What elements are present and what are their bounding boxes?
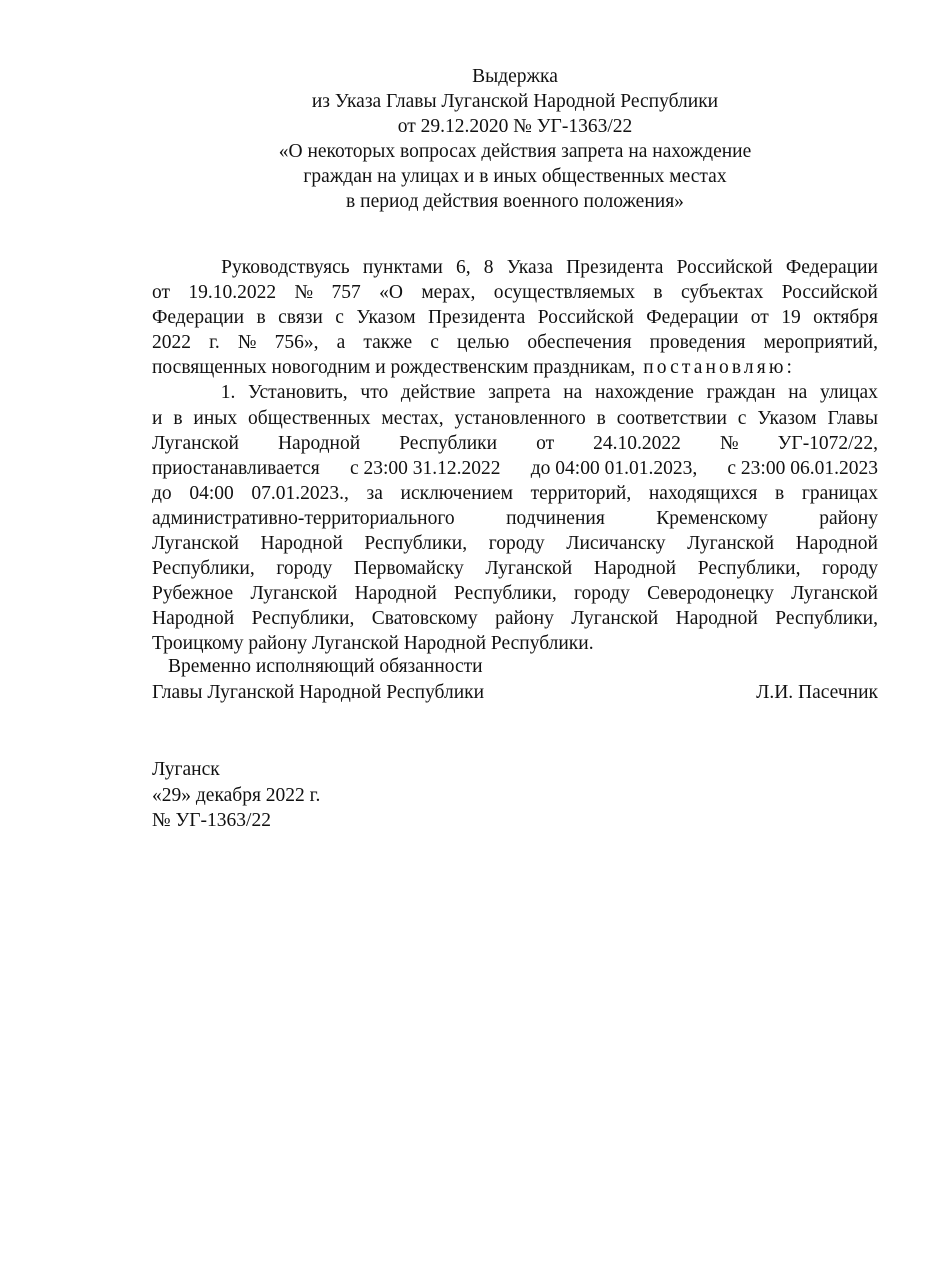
preamble-line-2-word-6: мерах, bbox=[421, 282, 476, 304]
preamble-line-3-word-9: от bbox=[750, 307, 769, 329]
signature-role-line-1: Временно исполняющий обязанности bbox=[168, 656, 483, 677]
preamble-line-1-word-4: 8 bbox=[483, 257, 494, 278]
item1-line-7-word-4: городу bbox=[488, 533, 545, 555]
item1-line-4-word-3: до 04:00 01.01.2023, bbox=[530, 457, 698, 479]
preamble-line-3-word-8: Федерации bbox=[646, 307, 739, 329]
preamble-line-3-word-4: с bbox=[335, 307, 344, 329]
item1-line-10 bbox=[152, 606, 878, 631]
preamble-line-5 bbox=[152, 355, 878, 380]
item1-line-4-word-2: с 23:00 31.12.2022 bbox=[349, 457, 501, 479]
preamble-line-3-word-10: 19 bbox=[781, 307, 801, 329]
preamble-line-3-word-11: октября bbox=[813, 307, 878, 329]
preamble-line-2-word-9: субъектах bbox=[680, 282, 764, 304]
signatory-name: Л.И. Пасечник bbox=[756, 681, 878, 703]
item1-line-1-word-2: Установить, bbox=[248, 382, 348, 404]
item1-line-6 bbox=[152, 506, 878, 531]
preamble-line-1-word-5: Указа bbox=[506, 257, 553, 278]
item1-line-7-word-2: Народной bbox=[260, 533, 343, 555]
preamble-line-1-word-1: Руководствуясь bbox=[221, 257, 350, 278]
item1-line-8-word-2: городу bbox=[276, 558, 333, 580]
item1-line-7-word-3: Республики, bbox=[364, 533, 468, 555]
item1-line-1-word-7: нахождение bbox=[594, 382, 694, 404]
signature-role-line-2: Главы Луганской Народной Республики bbox=[152, 681, 485, 703]
preamble-line-2-word-5: «О bbox=[379, 282, 403, 304]
preamble-line-1-word-2: пунктами bbox=[362, 257, 443, 278]
item1-line-8-word-4: Луганской bbox=[485, 558, 573, 580]
preamble-line-3-word-6: Президента bbox=[428, 307, 526, 329]
emphasis-postanovlyayu: постановляю: bbox=[635, 357, 796, 379]
preamble-line-2-word-1: от bbox=[152, 282, 171, 304]
header-line-4: «О некоторых вопросах действия запрета на нахождение bbox=[278, 141, 752, 162]
item1-line-8 bbox=[152, 556, 878, 581]
header-line-2: из Указа Главы Луганской Народной Республики bbox=[311, 91, 719, 112]
item1-line-3-word-2: Народной bbox=[277, 432, 361, 454]
preamble-line-3-word-5: Указом bbox=[356, 307, 416, 329]
preamble-line-4-word-3: № bbox=[237, 332, 257, 354]
item1-line-1-word-5: запрета bbox=[488, 382, 551, 404]
preamble-line-2-word-3: № bbox=[294, 282, 314, 304]
preamble-line-4-word-5: а bbox=[336, 332, 346, 354]
header-line-1: Выдержка bbox=[472, 66, 558, 87]
item1-line-10-word-6: Народной bbox=[675, 608, 758, 630]
item1-line-5-word-6: территорий, bbox=[530, 482, 632, 504]
item1-line-8-word-3: Первомайску bbox=[353, 558, 464, 580]
item1-line-10-word-2: Республики, bbox=[251, 608, 355, 630]
preamble-line-3-word-7: Российской bbox=[537, 307, 634, 329]
signature-row bbox=[152, 680, 878, 706]
item1-line-5-word-4: за bbox=[366, 482, 383, 504]
preamble-line-2-word-10: Российской bbox=[781, 282, 878, 304]
item1-line-6-word-2: подчинения bbox=[506, 507, 605, 529]
item1-line-3-word-6: № bbox=[719, 432, 739, 454]
item1-line-4-word-1: приостанавливается bbox=[152, 457, 320, 479]
preamble-line-4-word-11: мероприятий, bbox=[763, 332, 878, 354]
item1-line-5-word-1: до bbox=[152, 482, 172, 504]
item1-line-8-word-7: городу bbox=[822, 558, 878, 580]
item1-line-10-word-7: Республики, bbox=[775, 608, 878, 630]
item1-line-5-word-9: границах bbox=[801, 482, 878, 504]
preamble-line-4 bbox=[152, 330, 878, 355]
item1-line-8-word-5: Народной bbox=[593, 558, 677, 580]
item1-line-7-word-1: Луганской bbox=[152, 533, 239, 555]
item1-line-9-word-2: Луганской bbox=[250, 583, 338, 605]
preamble-line-3-word-3: связи bbox=[278, 307, 323, 329]
item1-line-9-word-3: Народной bbox=[354, 583, 437, 605]
item1-line-11-text: Троицкому району Луганской Народной Республики. bbox=[152, 633, 594, 655]
item1-line-2-text: и в иных общественных местах, установленного в соответствии с Указом Главы bbox=[152, 407, 878, 429]
item1-line-10-word-5: Луганской bbox=[571, 608, 659, 630]
item1-line-1-word-9: на bbox=[788, 382, 808, 404]
footer-place: Луганск bbox=[152, 759, 220, 780]
header-line-6: в период действия военного положения» bbox=[346, 191, 684, 212]
footer-date: «29» декабря 2022 г. bbox=[152, 784, 321, 806]
footer-block bbox=[152, 757, 652, 834]
preamble-line-4-word-4: 756», bbox=[274, 332, 319, 354]
item1-line-1-word-3: что bbox=[360, 382, 389, 404]
item1-line-7-word-6: Луганской bbox=[687, 533, 775, 555]
footer-number: № УГ-1363/22 bbox=[152, 810, 271, 831]
item1-line-5-word-7: находящихся bbox=[648, 482, 758, 504]
paragraph-item-1 bbox=[152, 380, 878, 656]
item1-line-7 bbox=[152, 531, 878, 556]
item1-line-5-word-2: 04:00 bbox=[189, 482, 234, 504]
item1-line-1-word-1: 1. bbox=[220, 382, 236, 404]
item1-line-9-word-5: городу bbox=[573, 583, 630, 605]
preamble-line-4-word-7: с bbox=[430, 332, 439, 354]
item1-line-11 bbox=[152, 631, 878, 656]
item1-line-1-word-10: улицах bbox=[820, 382, 878, 404]
item1-line-9-word-1: Рубежное bbox=[152, 583, 234, 605]
item1-line-1 bbox=[152, 380, 878, 405]
preamble-line-4-word-2: г. bbox=[209, 332, 220, 354]
preamble-line-4-word-8: целью bbox=[457, 332, 510, 354]
item1-line-6-word-1: административно-территориального bbox=[152, 507, 455, 529]
item1-line-4 bbox=[152, 456, 878, 481]
item1-line-1-word-6: на bbox=[563, 382, 583, 404]
document-header bbox=[152, 64, 878, 214]
item1-line-5 bbox=[152, 481, 878, 506]
preamble-line-4-word-1: 2022 bbox=[152, 332, 191, 354]
preamble-line-2-word-2: 19.10.2022 bbox=[188, 282, 277, 304]
item1-line-3-word-1: Луганской bbox=[152, 432, 239, 454]
preamble-line-2-word-7: осуществляемых bbox=[493, 282, 635, 304]
item1-line-5-word-5: исключением bbox=[400, 482, 513, 504]
signature-block bbox=[152, 654, 878, 705]
preamble-line-1-word-8: Федерации bbox=[785, 257, 878, 278]
preamble-line-1 bbox=[152, 255, 878, 280]
item1-line-2 bbox=[152, 406, 878, 431]
item1-line-3-word-5: 24.10.2022 bbox=[593, 432, 681, 454]
item1-line-3-word-3: Республики bbox=[399, 432, 498, 454]
document-body bbox=[152, 255, 878, 657]
preamble-line-2-word-8: в bbox=[653, 282, 663, 304]
item1-line-5-word-3: 07.01.2023., bbox=[251, 482, 349, 504]
preamble-line-2 bbox=[152, 280, 878, 305]
preamble-line-3-word-2: в bbox=[256, 307, 266, 329]
item1-line-9-word-4: Республики, bbox=[454, 583, 557, 605]
item1-line-9 bbox=[152, 581, 878, 606]
preamble-line-3-word-1: Федерации bbox=[152, 307, 245, 329]
item1-line-9-word-7: Луганской bbox=[791, 583, 878, 605]
item1-line-1-word-8: граждан bbox=[706, 382, 776, 404]
item1-line-10-word-3: Сватовскому bbox=[371, 608, 478, 630]
paragraph-preamble bbox=[152, 255, 878, 380]
preamble-line-1-word-7: Российской bbox=[676, 257, 773, 278]
item1-line-8-word-6: Республики, bbox=[697, 558, 801, 580]
item1-line-3-word-7: УГ-1072/22, bbox=[777, 432, 878, 454]
preamble-line-5-text: посвященных новогодним и рождественским праздникам, bbox=[152, 357, 636, 379]
header-line-5: граждан на улицах и в иных общественных местах bbox=[303, 166, 727, 187]
item1-line-3 bbox=[152, 431, 878, 456]
header-line-3: от 29.12.2020 № УГ-1363/22 bbox=[397, 116, 633, 137]
item1-line-7-word-7: Народной bbox=[795, 533, 878, 555]
preamble-line-1-word-3: 6, bbox=[456, 257, 471, 278]
item1-line-6-word-3: Кременскому bbox=[656, 507, 768, 529]
item1-line-4-word-4: с 23:00 06.01.2023 bbox=[727, 457, 878, 479]
preamble-line-3 bbox=[152, 305, 878, 330]
preamble-line-4-word-6: также bbox=[363, 332, 413, 354]
item1-line-10-word-1: Народной bbox=[152, 608, 235, 630]
item1-line-6-word-4: району bbox=[819, 507, 878, 529]
item1-line-10-word-4: району bbox=[495, 608, 554, 630]
preamble-line-4-word-10: проведения bbox=[649, 332, 746, 354]
item1-line-1-word-4: действие bbox=[400, 382, 476, 404]
item1-line-5-word-8: в bbox=[774, 482, 785, 504]
preamble-line-1-word-6: Президента bbox=[566, 257, 664, 278]
preamble-line-4-word-9: обеспечения bbox=[527, 332, 632, 354]
item1-line-9-word-6: Северодонецку bbox=[647, 583, 774, 605]
item1-line-3-word-4: от bbox=[536, 432, 555, 454]
preamble-line-2-word-4: 757 bbox=[331, 282, 361, 304]
item1-line-7-word-5: Лисичанску bbox=[566, 533, 666, 555]
item1-line-8-word-1: Республики, bbox=[152, 558, 255, 580]
